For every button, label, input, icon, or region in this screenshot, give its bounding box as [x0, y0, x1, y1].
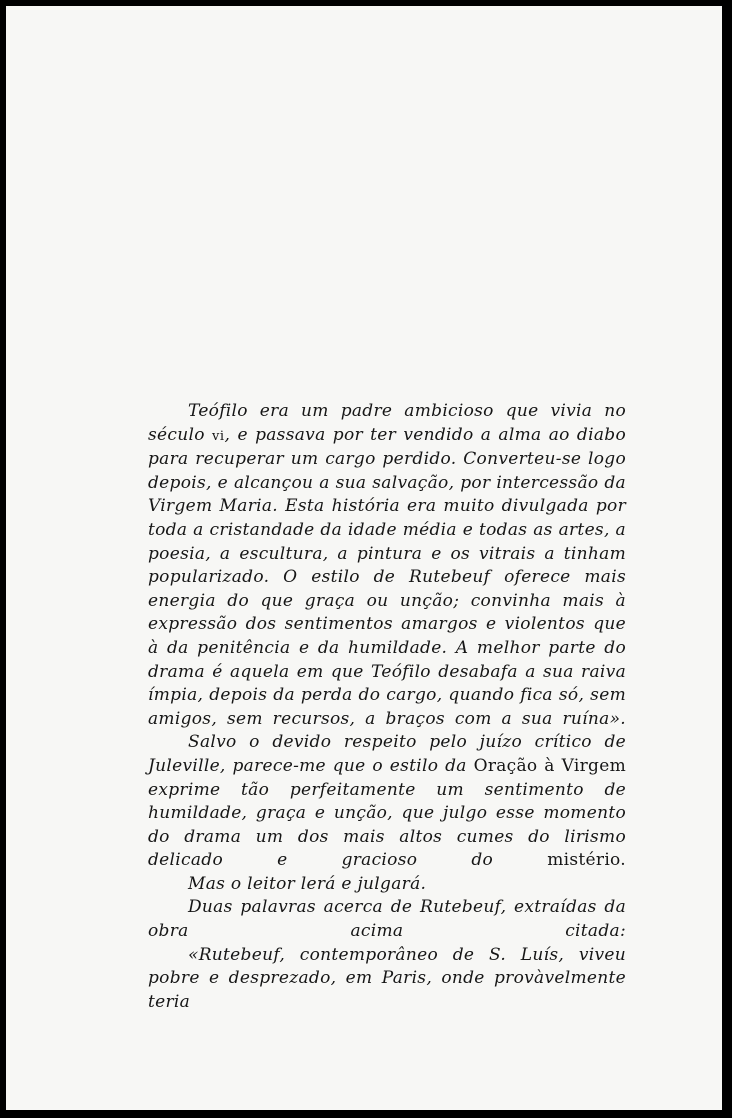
paragraph-2-last-word: mistério.	[547, 850, 626, 871]
paragraph-1-text-a: Teófilo era um padre ambicioso que vivia no século	[148, 401, 626, 445]
paragraph-style-opinion	[148, 731, 626, 873]
paragraph-theophilus	[148, 400, 626, 731]
paragraph-1-text-b: , e passava por ter vendido a alma ao diabo para recuperar um cargo perdido. Converteu-se logo depois, e alcançou a sua salvação, por intercessão da Virgem Maria. Esta história era muito divulgada por toda a cristandade da idade média e todas as artes, a poesia, a escultura, a pintura e os vitrais a tinham popularizado. O estilo de Rutebeuf oferece mais energia do que graça ou unção; convinha mais à expressão dos sentimentos amargos e violentos que à da penitência e da humildade. A melhor parte do drama é aquela em que Teófilo desabafa a sua raiva ímpia, depois da perda do cargo, quando fica só, sem amigos, sem recursos, a braços com a sua ruína».	[148, 424, 626, 729]
paragraph-two-words: Duas palavras acerca de Rutebeuf, extraídas da obra acima citada:	[148, 897, 626, 942]
roman-numeral: vi	[211, 428, 225, 444]
poem-title: Oração à Virgem	[473, 755, 626, 776]
paragraph-2-text-b: exprime tão perfeitamente um sentimento de humildade, graça e unção, que julgo esse momento do drama um dos mais altos cumes do lirismo delicado e gracioso do	[148, 779, 626, 871]
body-text	[148, 400, 626, 1014]
paragraph-reader: Mas o leitor lerá e julgará.	[188, 873, 427, 894]
page	[6, 6, 722, 1110]
paragraph-2-text-a: Salvo o devido respeito pelo juízo crítico de Juleville, parece-me que o estilo da	[148, 732, 626, 776]
paragraph-quote: «Rutebeuf, contemporâneo de S. Luís, viveu pobre e desprezado, em Paris, onde provàvelmente teria	[148, 944, 626, 1012]
